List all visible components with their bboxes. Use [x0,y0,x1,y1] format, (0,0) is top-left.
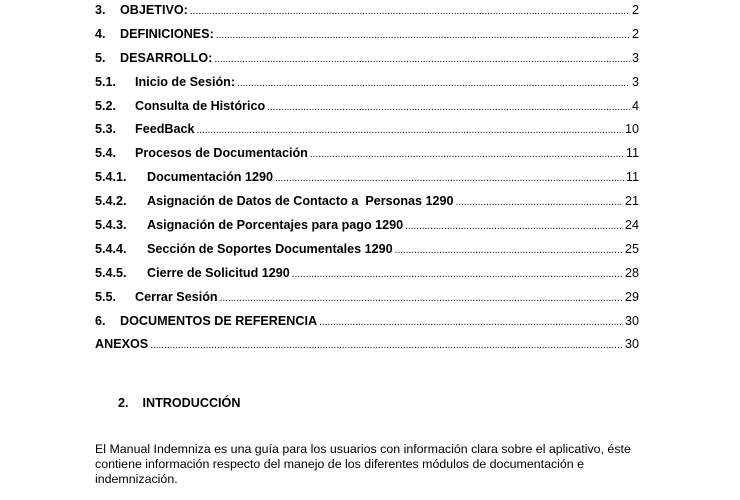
toc-leader [275,170,624,184]
toc-page: 2 [631,26,639,41]
toc-number: 5. [95,50,106,65]
toc-page: 11 [625,146,639,161]
toc-leader [220,290,623,304]
toc-number: 6. [95,313,106,328]
toc-title: Asignación de Datos de Contacto a Personas 1290 [147,194,454,209]
toc-title: Asignación de Porcentajes para pago 1290 [147,218,404,233]
toc-leader [267,99,630,113]
toc-entry[interactable] [95,27,639,51]
section-heading [118,396,240,410]
toc-number: 5.4. [95,146,117,161]
toc-number: 5.5. [95,289,117,304]
toc-title: Documentación 1290 [147,170,273,185]
toc-leader [319,314,623,328]
toc-entry[interactable] [95,290,639,314]
toc-entry[interactable] [95,170,639,194]
toc-entry[interactable] [95,75,639,99]
toc-page: 30 [624,313,639,328]
toc-page: 2 [631,3,639,17]
toc-entry[interactable] [95,51,639,75]
toc-leader [150,337,623,351]
toc-page: 24 [624,218,639,233]
toc-title: Sección de Soportes Documentales 1290 [147,241,393,256]
toc-number: 5.2. [95,98,117,113]
toc-page: 11 [625,170,639,185]
toc-page: 21 [624,194,639,209]
toc-title: DESARROLLO: [120,50,213,65]
toc-page: 10 [624,122,639,137]
toc-entry[interactable] [95,266,639,290]
toc-leader [197,122,623,136]
toc-leader [237,75,630,89]
toc-number: 5.3. [95,122,117,137]
toc-number: 5.4.4. [95,241,127,256]
toc-entry[interactable] [95,99,639,123]
toc-title: Inicio de Sesión: [135,74,236,89]
toc-number: 5.4.3. [95,218,127,233]
toc-leader [190,3,630,17]
toc-title: OBJETIVO: [120,3,188,17]
toc-title: Cerrar Sesión [135,289,218,304]
toc-leader [395,242,623,256]
toc-title: ANEXOS [95,337,149,352]
toc-number: 5.4.5. [95,265,127,280]
toc-page: 28 [624,265,639,280]
table-of-contents [95,3,639,361]
toc-leader [292,266,623,280]
toc-title: Cierre de Solicitud 1290 [147,265,290,280]
toc-number: 4. [95,26,106,41]
toc-page: 3 [631,50,639,65]
section-title: INTRODUCCIÓN [142,396,241,410]
toc-title: DOCUMENTOS DE REFERENCIA [120,313,318,328]
toc-entry[interactable] [95,194,639,218]
toc-title: DEFINICIONES: [120,26,214,41]
toc-page: 3 [631,74,639,89]
toc-entry[interactable] [95,337,639,361]
toc-page: 4 [631,98,639,113]
toc-entry[interactable] [95,242,639,266]
intro-paragraph: El Manual Indemniza es una guía para los usuarios con información clara sobre el aplicativo, éste contiene información respecto del manejo de los diferentes módulos de documentación e indemnización. [95,442,631,487]
toc-entry[interactable] [95,122,639,146]
toc-leader [456,194,623,208]
toc-entry[interactable] [95,3,639,27]
toc-page: 29 [624,289,639,304]
toc-title: Consulta de Histórico [135,98,266,113]
toc-leader [405,218,623,232]
toc-number: 5.1. [95,74,117,89]
toc-number: 3. [95,3,106,17]
toc-entry[interactable] [95,314,639,338]
toc-entry[interactable] [95,146,639,170]
toc-leader [310,146,624,160]
toc-number: 5.4.1. [95,170,127,185]
toc-leader [216,27,630,41]
toc-leader [214,51,630,65]
toc-title: FeedBack [135,122,195,137]
section-number: 2. [118,396,129,410]
toc-page: 30 [624,337,639,352]
toc-page: 25 [624,241,639,256]
toc-title: Procesos de Documentación [135,146,308,161]
toc-number: 5.4.2. [95,194,127,209]
toc-entry[interactable] [95,218,639,242]
